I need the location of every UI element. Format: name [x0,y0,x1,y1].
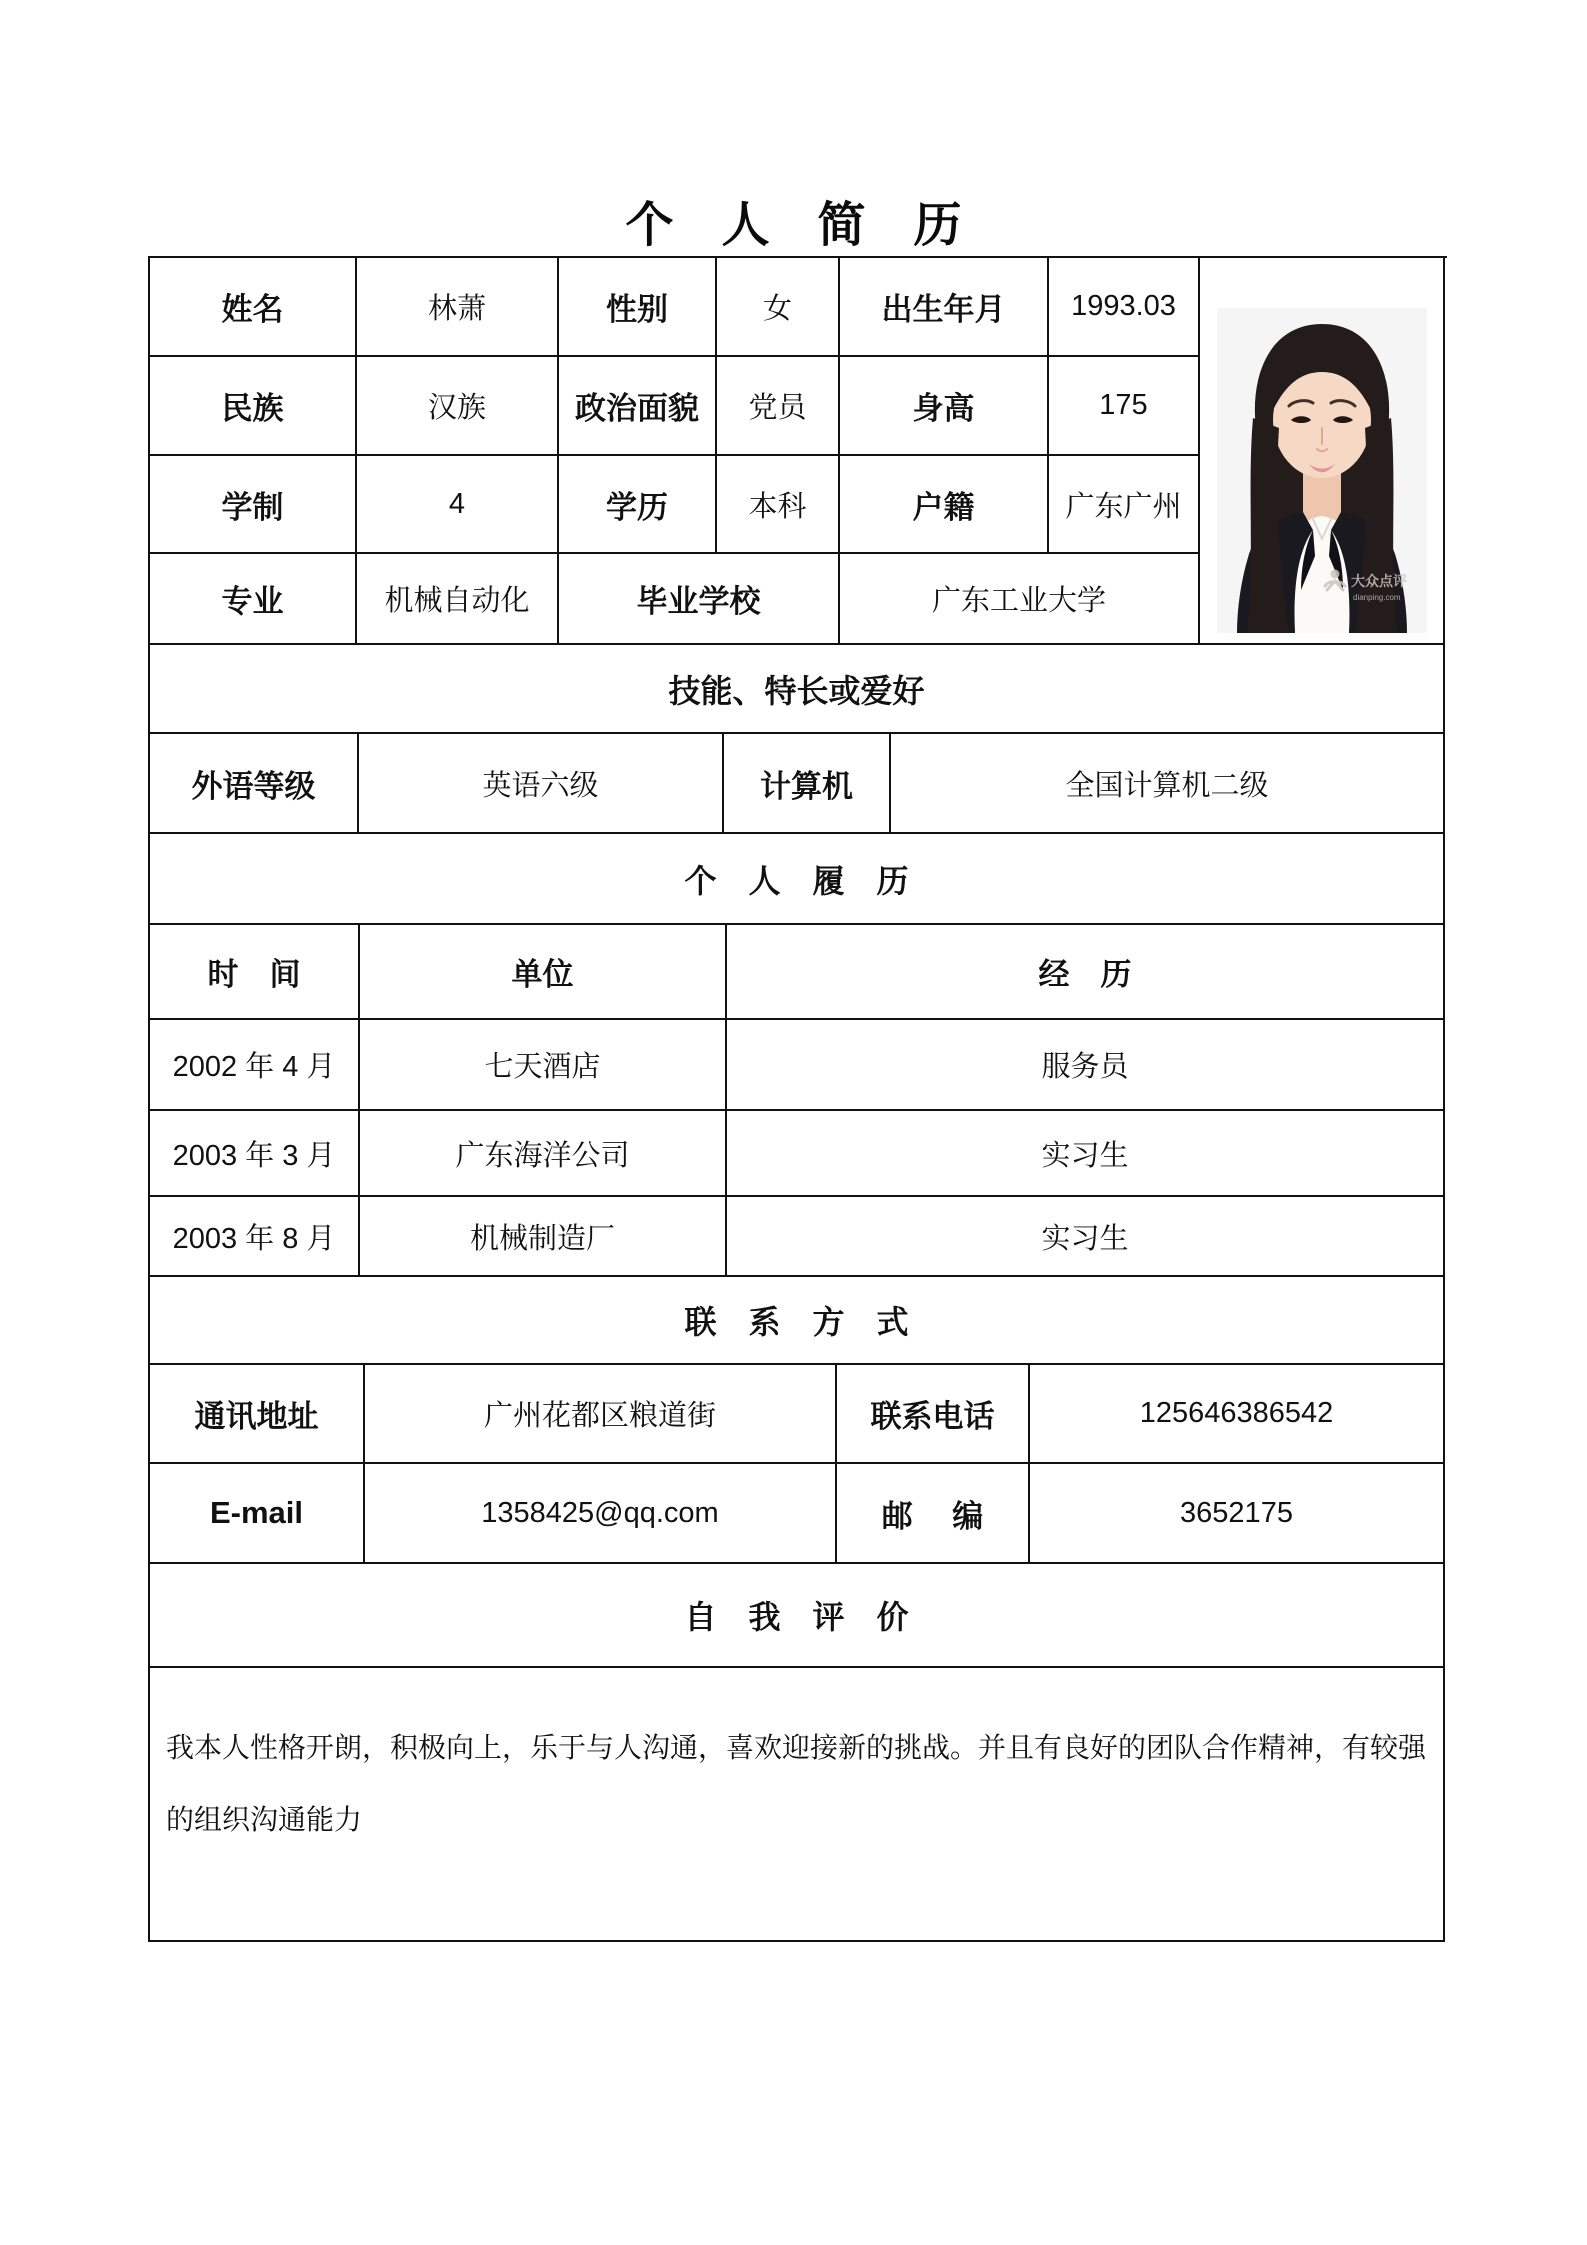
ethnicity-value: 汉族 [357,357,559,456]
political-label: 政治面貌 [559,357,717,456]
page-title: 个 人 简 历 [625,199,962,252]
history-row-unit: 七天酒店 [360,1020,727,1111]
foreign-language-label: 外语等级 [150,734,359,834]
computer-value: 全国计算机二级 [891,734,1445,834]
history-row-time: 2002 年 4 月 [150,1020,360,1111]
birth-value: 1993.03 [1049,258,1200,357]
political-value: 党员 [717,357,840,456]
gender-label: 性别 [559,258,717,357]
major-label: 专业 [150,554,357,645]
history-row-experience: 实习生 [727,1111,1445,1197]
birth-label: 出生年月 [840,258,1049,357]
id-photo-cell [1200,258,1445,645]
history-table [150,925,1447,1277]
major-value: 机械自动化 [357,554,559,645]
basic-info-section [150,258,1447,645]
household-value: 广东广州 [1049,456,1200,554]
history-row-unit: 广东海洋公司 [360,1111,727,1197]
foreign-language-value: 英语六级 [359,734,724,834]
history-row-time: 2003 年 8 月 [150,1197,360,1277]
name-label: 姓名 [150,258,357,357]
evaluation-section-header: 自 我 评 价 [150,1564,1445,1668]
gender-value: 女 [717,258,840,357]
skills-row [150,734,1447,834]
contact-table [150,1365,1447,1564]
history-header-row [150,834,1447,925]
schooling-value: 4 [357,456,559,554]
history-col-experience: 经 历 [727,925,1445,1020]
name-value: 林萧 [357,258,559,357]
computer-label: 计算机 [724,734,891,834]
evaluation-header-row [150,1564,1447,1668]
evaluation-text: 我本人性格开朗，积极向上，乐于与人沟通，喜欢迎接新的挑战。并且有良好的团队合作精神，有较强的组织沟通能力 [150,1668,1445,1942]
skills-header-row [150,645,1447,734]
phone-value: 125646386542 [1030,1365,1445,1464]
watermark-title: 大众点评 [1350,573,1407,589]
household-label: 户籍 [840,456,1049,554]
history-row-experience: 实习生 [727,1197,1445,1277]
skills-section-header: 技能、特长或爱好 [150,645,1445,734]
id-photo [1217,308,1427,633]
evaluation-row [150,1668,1447,1942]
history-row-experience: 服务员 [727,1020,1445,1111]
watermark-subtitle: dianping.com [1352,593,1401,602]
school-label: 毕业学校 [559,554,840,645]
height-value: 175 [1049,357,1200,456]
email-value: 1358425@qq.com [365,1464,837,1564]
postal-value: 3652175 [1030,1464,1445,1564]
contact-header-row [150,1277,1447,1365]
watermark-logo-icon [1330,570,1339,579]
history-row-time: 2003 年 3 月 [150,1111,360,1197]
schooling-label: 学制 [150,456,357,554]
resume-table [148,256,1447,1942]
ethnicity-label: 民族 [150,357,357,456]
address-value: 广州花都区粮道街 [365,1365,837,1464]
history-col-time: 时 间 [150,925,360,1020]
postal-label: 邮 编 [837,1464,1030,1564]
education-value: 本科 [717,456,840,554]
address-label: 通讯地址 [150,1365,365,1464]
email-label: E-mail [150,1464,365,1564]
history-row-unit: 机械制造厂 [360,1197,727,1277]
school-value: 广东工业大学 [840,554,1200,645]
height-label: 身高 [840,357,1049,456]
contact-section-header: 联 系 方 式 [150,1277,1445,1365]
history-col-unit: 单位 [360,925,727,1020]
education-label: 学历 [559,456,717,554]
history-section-header: 个 人 履 历 [150,834,1445,925]
phone-label: 联系电话 [837,1365,1030,1464]
